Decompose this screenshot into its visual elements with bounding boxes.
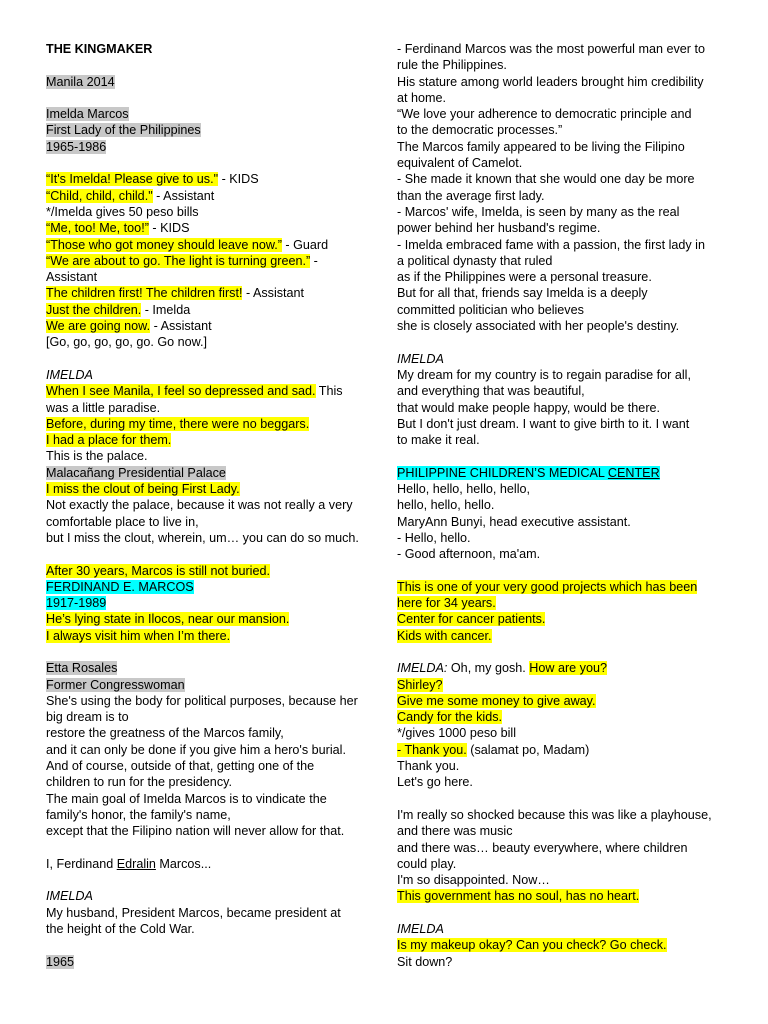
text-segment: This government has no soul, has no heart.: [397, 889, 640, 904]
script-line: [397, 774, 727, 790]
text-line: [397, 595, 727, 611]
text-line: [397, 579, 727, 595]
text-segment: and there was… beauty everywhere, where children: [397, 840, 688, 855]
script-line: [397, 660, 727, 676]
script-line: She's using the body for political purposes, because her: [46, 693, 358, 708]
script-line: and it can only be done if you give him a hero's burial.: [46, 742, 346, 757]
narration-line: as if the Philippines were a personal treasure.: [397, 270, 652, 285]
text-segment: */Imelda gives 50 peso bills: [46, 204, 199, 219]
text-line: [46, 74, 376, 90]
text-segment: Thank you.: [397, 759, 460, 774]
narration-line: But for all that, friends say Imelda is a deeply: [397, 286, 648, 301]
text-segment: - Assistant: [242, 286, 305, 301]
blank-line: [46, 872, 376, 888]
script-line: [46, 237, 376, 253]
script-line: [46, 856, 376, 872]
blank-line: [397, 334, 727, 350]
script-line: My husband, President Marcos, became president at: [46, 905, 341, 920]
text-segment: Let's go here.: [397, 775, 473, 790]
script-line: Is my makeup okay? Can you check? Go check.: [397, 938, 667, 953]
script-line: [46, 514, 376, 530]
script-line: family's honor, the family's name,: [46, 807, 231, 822]
location-label: Manila 2014: [46, 74, 115, 89]
script-line: He’s lying state in Ilocos, near our mansion.: [46, 612, 290, 627]
script-line: After 30 years, Marcos is still not buried.: [46, 563, 270, 578]
script-line: [46, 383, 376, 399]
script-line: [46, 269, 376, 285]
script-line: [46, 334, 376, 350]
text-segment: [Go, go, go, go, go. Go now.]: [46, 335, 208, 350]
blank-line: [397, 448, 727, 464]
narration-line: The Marcos family appeared to be living the Filipino: [397, 139, 685, 154]
left-column: [46, 41, 376, 970]
text-segment: This is the palace.: [46, 449, 148, 464]
narration-line: to the democratic processes.”: [397, 123, 563, 138]
blank-line: [46, 546, 376, 562]
text-segment: - Thank you.: [397, 742, 467, 757]
text-segment: Candy for the kids.: [397, 710, 502, 725]
text-segment: was a little paradise.: [46, 400, 161, 415]
blank-line: [397, 791, 727, 807]
text-segment: - KIDS: [148, 221, 190, 236]
text-segment: I'm so disappointed. Now…: [397, 873, 550, 888]
text-segment: Shirley?: [397, 677, 443, 692]
intro-years: 1965-1986: [46, 139, 107, 154]
script-line: [46, 285, 376, 301]
script-line: The main goal of Imelda Marcos is to vindicate the: [46, 791, 327, 806]
blank-line: [46, 351, 376, 367]
narration-line: power behind her husband's regime.: [397, 221, 601, 236]
text-segment: -: [310, 253, 318, 268]
location-caption: [397, 465, 727, 481]
script-line: [46, 432, 376, 448]
narration-line: than the average first lady.: [397, 188, 545, 203]
text-segment: - Guard: [281, 237, 329, 252]
text-line: [397, 937, 727, 953]
text-segment: */gives 1000 peso bill: [397, 726, 517, 741]
text-line: [46, 122, 376, 138]
script-line: But I don't just dream. I want to give birth to it. I want: [397, 416, 690, 431]
script-line: [46, 465, 376, 481]
script-line: the height of the Cold War.: [46, 922, 195, 937]
script-line: [46, 400, 376, 416]
text-segment: I miss the clout of being First Lady.: [46, 482, 240, 497]
script-line: [46, 171, 376, 187]
text-segment: - Assistant: [150, 319, 212, 334]
text-line: [46, 628, 376, 644]
text-segment: Malacañang Presidential Palace: [46, 465, 226, 480]
script-line: [46, 318, 376, 334]
text-segment: (salamat po, Madam): [466, 742, 590, 757]
caption-name: FERDINAND E. MARCOS: [46, 579, 194, 594]
text-segment: - Assistant: [152, 188, 215, 203]
script-line: [46, 481, 376, 497]
text-segment: could play.: [397, 856, 457, 871]
blank-line: [46, 840, 376, 856]
script-line: restore the greatness of the Marcos family,: [46, 726, 284, 741]
text-segment: Just the children.: [46, 302, 142, 317]
narration-line: His stature among world leaders brought him credibility: [397, 74, 704, 89]
text-segment: “We are about to go. The light is turning green.”: [46, 253, 311, 268]
intro-role: First Lady of the Philippines: [46, 123, 201, 138]
text-segment: I, Ferdinand: [46, 856, 117, 871]
script-line: big dream is to: [46, 710, 129, 725]
script-line: and everything that was beautiful,: [397, 384, 585, 399]
narration-line: rule the Philippines.: [397, 58, 507, 73]
caption-name: Etta Rosales: [46, 661, 118, 676]
script-line: And of course, outside of that, getting one of the: [46, 759, 315, 774]
script-line: This is one of your very good projects which has been: [397, 579, 698, 594]
text-segment: Before, during my time, there were no beggars.: [46, 416, 310, 431]
caption-years: 1917-1989: [46, 596, 107, 611]
text-segment: “Me, too! Me, too!”: [46, 221, 149, 236]
script-line: [46, 448, 376, 464]
script-line: I always visit him when I’m there.: [46, 628, 231, 643]
script-line: [397, 709, 727, 725]
narration-line: “We love your adherence to democratic principle and: [397, 107, 692, 122]
script-line: MaryAnn Bunyi, head executive assistant.: [397, 514, 631, 529]
narration-line: - Marcos' wife, Imelda, is seen by many as the real: [397, 204, 680, 219]
speaker-label: IMELDA: [46, 367, 93, 382]
script-line: [46, 204, 376, 220]
text-segment: I had a place for them.: [46, 433, 172, 448]
text-segment: and there was music: [397, 824, 513, 839]
text-segment: How are you?: [529, 661, 607, 676]
text-segment: Oh, my gosh.: [447, 661, 530, 676]
script-line: [397, 872, 727, 888]
script-line: here for 34 years.: [397, 596, 496, 611]
script-line: [397, 677, 727, 693]
script-line: [397, 823, 727, 839]
text-segment: I'm really so shocked because this was like a playhouse,: [397, 807, 712, 822]
script-line: [397, 807, 727, 823]
script-line: that would make people happy, would be there.: [397, 400, 661, 415]
text-segment: IMELDA:: [397, 661, 448, 676]
text-segment: This: [315, 384, 343, 399]
script-line: [397, 725, 727, 741]
blank-line: [397, 905, 727, 921]
script-line: [46, 416, 376, 432]
speaker-label: IMELDA: [397, 922, 444, 937]
narration-line: a political dynasty that ruled: [397, 253, 553, 268]
caption-role: Former Congresswoman: [46, 677, 185, 692]
narration-line: equivalent of Camelot.: [397, 156, 523, 171]
narration-line: at home.: [397, 90, 447, 105]
text-segment: We are going now.: [46, 319, 151, 334]
script-line: Center for cancer patients.: [397, 612, 546, 627]
narration-line: she is closely associated with her people's destiny.: [397, 319, 680, 334]
script-line: My dream for my country is to regain paradise for all,: [397, 367, 691, 382]
script-line: - Good afternoon, ma'am.: [397, 547, 541, 562]
blank-line: [46, 90, 376, 106]
script-line: [46, 302, 376, 318]
document-title: THE KINGMAKER: [46, 42, 153, 56]
script-line: - Hello, hello.: [397, 530, 471, 545]
narration-line: - She made it known that she would one day be more: [397, 172, 695, 187]
script-line: [397, 856, 727, 872]
blank-line: [46, 644, 376, 660]
script-line: except that the Filipino nation will never allow for that.: [46, 824, 345, 839]
text-line: [46, 660, 376, 676]
intro-name: Imelda Marcos: [46, 107, 129, 122]
narration-line: - Imelda embraced fame with a passion, the first lady in: [397, 237, 705, 252]
script-line: [397, 693, 727, 709]
text-segment: - Imelda: [141, 302, 191, 317]
text-line: [46, 677, 376, 693]
text-segment: but I miss the clout, wherein, um… you can do so much.: [46, 530, 359, 545]
text-segment: “Child, child, child.": [46, 188, 153, 203]
text-line: [46, 563, 376, 579]
script-line: to make it real.: [397, 433, 480, 448]
script-line: Sit down?: [397, 954, 453, 969]
text-line: [397, 628, 727, 644]
script-line: Hello, hello, hello, hello,: [397, 482, 531, 497]
script-line: [46, 497, 376, 513]
narration-line: committed politician who believes: [397, 302, 584, 317]
text-segment: Not exactly the palace, because it was not really a very: [46, 498, 353, 513]
script-line: [46, 188, 376, 204]
script-line: hello, hello, hello.: [397, 498, 495, 513]
script-line: children to run for the presidency.: [46, 775, 232, 790]
text-line: [46, 579, 376, 595]
text-segment: Give me some money to give away.: [397, 693, 596, 708]
text-segment: comfortable place to live in,: [46, 514, 199, 529]
blank-line: [397, 644, 727, 660]
script-line: [46, 253, 376, 269]
blank-line: [397, 563, 727, 579]
text-line: [46, 954, 376, 970]
script-line: [46, 220, 376, 236]
text-segment: Edralin: [116, 856, 156, 871]
text-line: [46, 106, 376, 122]
script-line: [46, 530, 376, 546]
script-line: [397, 840, 727, 856]
year-caption: 1965: [46, 954, 75, 969]
right-column: [397, 41, 727, 970]
text-segment: Assistant: [46, 270, 98, 285]
blank-line: [46, 155, 376, 171]
narration-line: - Ferdinand Marcos was the most powerful man ever to: [397, 42, 705, 56]
script-line: [397, 742, 727, 758]
text-segment: “It's Imelda! Please give to us.": [46, 172, 219, 187]
text-segment: Marcos...: [155, 856, 212, 871]
script-line: [397, 758, 727, 774]
text-segment: - KIDS: [218, 172, 259, 187]
text-segment: CENTER: [607, 465, 660, 480]
text-segment: The children first! The children first!: [46, 286, 243, 301]
blank-line: [46, 937, 376, 953]
speaker-label: IMELDA: [397, 351, 444, 366]
text-line: [46, 595, 376, 611]
text-segment: “Those who got money should leave now.”: [46, 237, 282, 252]
text-line: [46, 139, 376, 155]
script-line: [397, 888, 727, 904]
text-line: [397, 611, 727, 627]
speaker-label: IMELDA: [46, 889, 93, 904]
text-segment: PHILIPPINE CHILDREN’S MEDICAL: [397, 465, 608, 480]
script-line: Kids with cancer.: [397, 628, 492, 643]
text-line: [46, 611, 376, 627]
blank-line: [46, 57, 376, 73]
text-segment: When I see Manila, I feel so depressed and sad.: [46, 384, 316, 399]
